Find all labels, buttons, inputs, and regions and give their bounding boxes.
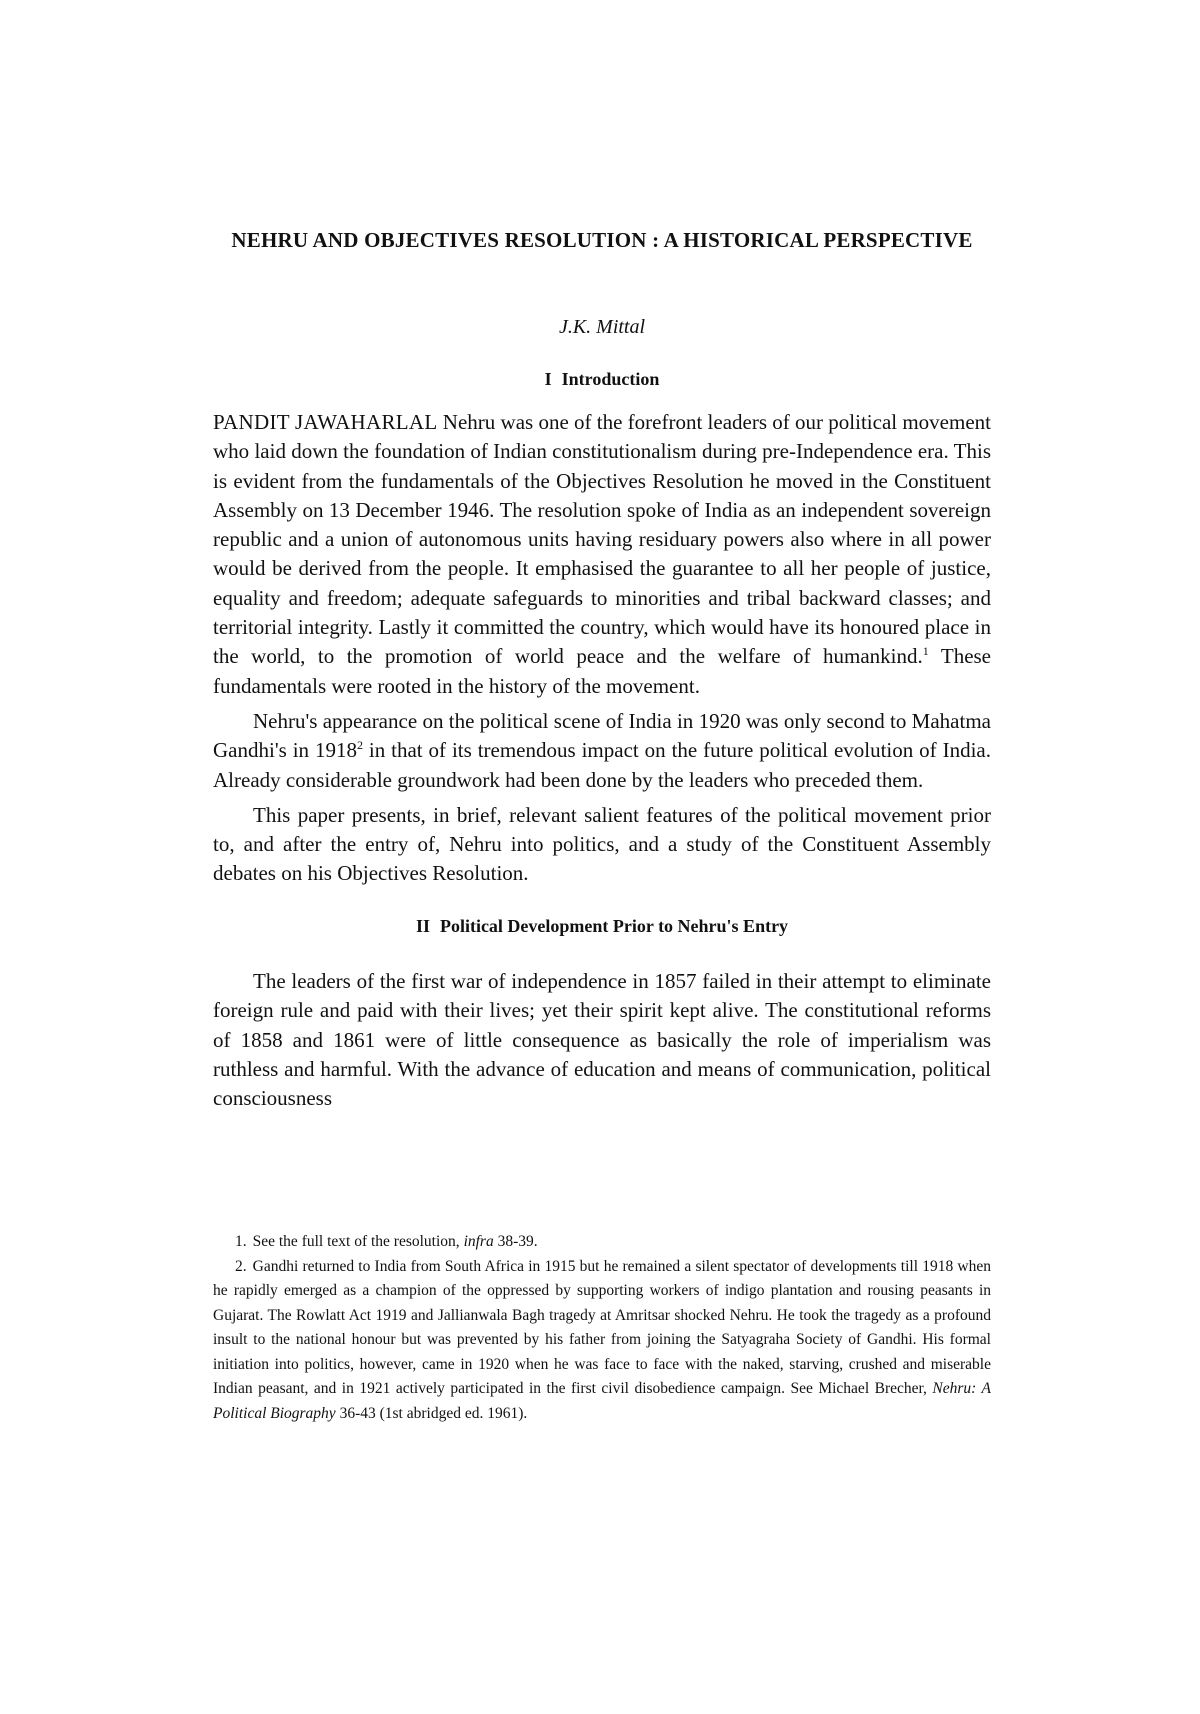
paragraph-text-cont: in that of its tremendous impact on the future political evolution of India. Already considerable groundwork had been done by the leaders who preceded them.	[213, 738, 991, 792]
section-title: Political Development Prior to Nehru's Entry	[439, 916, 789, 936]
section-heading-political-development	[213, 914, 991, 938]
paragraph	[213, 408, 991, 701]
paragraph-text: Nehru's appearance on the political scene of India in 1920 was only second to Mahatma Gandhi's in 1918	[213, 708, 991, 763]
footnote-text: See the full text of the resolution,	[252, 1233, 464, 1250]
footnote-mark: 2.	[235, 1257, 247, 1275]
section-number: II	[415, 916, 430, 936]
author-name: J.K. Mittal	[558, 316, 646, 338]
paragraph	[213, 707, 991, 795]
section-title: Introduction	[561, 369, 660, 389]
footnote-ref: 2	[356, 738, 363, 753]
paragraph-text-cont: These fundamentals were rooted in the history of the movement.	[213, 644, 992, 698]
article-title: NEHRU AND OBJECTIVES RESOLUTION : A HISTORICAL PERSPECTIVE	[231, 228, 973, 252]
footnote-italic: Nehru: A Political Biography	[213, 1380, 991, 1422]
footnote	[213, 1230, 991, 1255]
paragraph-text: Nehru was one of the forefront leaders of our political movement who laid down the foundation of Indian constitutionalism during pre-Independence era. This is evident from the fundamentals of the Objectives Resolution he moved in the Constituent Assembly on 13 December 1946. The resolution spoke of India as an independent sovereign republic and a union of autonomous units having residuary powers also where in all power would be derived from the people. It emphasised the guarantee to all her people of justice, equality and freedom; adequate safeguards to minorities and tribal backward classes; and territorial integrity. Lastly it committed the country, which would have its honoured place in the world, to the promotion of world peace and the welfare of humankind.	[213, 410, 991, 669]
section-heading-introduction	[213, 367, 991, 391]
paragraph	[213, 967, 991, 1113]
footnote-text: Gandhi returned to India from South Africa in 1915 but he remained a silent spectator of developments till 1918 when he rapidly emerged as a champion of the oppressed by supporting workers of indigo plantation and rousing peasants in Gujarat. The Rowlatt Act 1919 and Jallianwala Bagh tragedy at Amritsar shocked Nehru. He took the tragedy as a profound insult to the national honour but was prevented by his father from joining the Satyagraha Society of Gandhi. His formal initiation into politics, however, came in 1920 when he was face to face with the naked, starving, crushed and miserable Indian peasant, and in 1921 actively participated in the first civil disobedience campaign. See Michael Brecher,	[213, 1257, 991, 1397]
footnote-text-cont: 38-39.	[493, 1233, 538, 1250]
paragraph	[213, 801, 991, 889]
footnote-italic: infra	[463, 1233, 494, 1250]
footnote-mark: 1.	[235, 1233, 247, 1250]
paragraph-lead: PANDIT JAWAHARLAL	[213, 410, 438, 434]
paragraph-text: This paper presents, in brief, relevant salient features of the political movement prior to, and after the entry of, Nehru into politics, and a study of the Constituent Assembly debates on his Objectives Resolution.	[213, 802, 991, 886]
paragraph-text: The leaders of the first war of independence in 1857 failed in their attempt to eliminate foreign rule and paid with their lives; yet their spirit kept alive. The constitutional reforms of 1858 and 1861 were of little consequence as basically the role of imperialism was ruthless and harmful. With the advance of education and means of communication, political consciousness	[213, 969, 991, 1111]
section-number: I	[544, 369, 552, 389]
footnotes	[213, 1230, 991, 1426]
footnote-ref: 1	[922, 644, 929, 659]
footnote-text-cont: 36-43 (1st abridged ed. 1961).	[335, 1404, 528, 1422]
section-body-political-development	[213, 967, 991, 1113]
section-body-introduction	[213, 408, 991, 889]
footnote	[213, 1255, 991, 1427]
